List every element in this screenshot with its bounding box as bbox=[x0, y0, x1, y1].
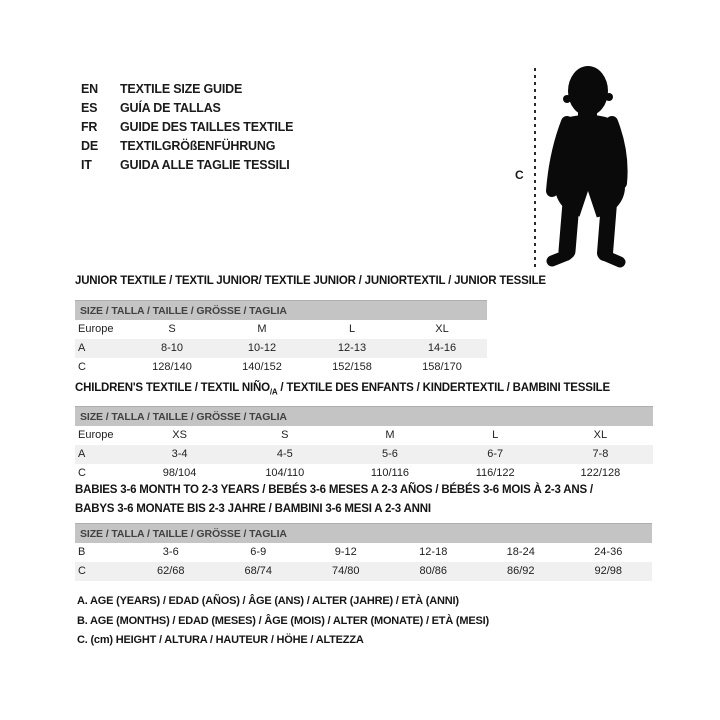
child-silhouette-icon bbox=[540, 65, 640, 270]
height-measure-line bbox=[534, 68, 536, 269]
language-row-it bbox=[81, 156, 293, 175]
row-label: B bbox=[78, 546, 86, 558]
table-cell: 104/110 bbox=[265, 467, 305, 480]
childrens-textile-section bbox=[75, 379, 653, 483]
language-label: TEXTILGRÖßENFÜHRUNG bbox=[120, 139, 276, 153]
table-row bbox=[75, 358, 487, 377]
size-header-bar: SIZE / TALLA / TAILLE / GRÖSSE / TAGLIA bbox=[75, 406, 653, 426]
measurement-legend bbox=[77, 592, 489, 651]
size-header-bar: SIZE / TALLA / TAILLE / GRÖSSE / TAGLIA bbox=[75, 300, 487, 320]
childrens-table-title bbox=[75, 379, 653, 401]
language-code: DE bbox=[81, 139, 98, 153]
table-row bbox=[75, 562, 652, 581]
junior-table-title: JUNIOR TEXTILE / TEXTIL JUNIOR/ TEXTILE JUNIOR / JUNIORTEXTIL / JUNIOR TESSILE bbox=[75, 275, 546, 287]
language-code: ES bbox=[81, 101, 98, 115]
row-label: Europe bbox=[78, 429, 114, 442]
language-row-fr bbox=[81, 118, 293, 137]
table-cell: XL bbox=[593, 429, 608, 442]
babies-textile-section bbox=[75, 481, 652, 581]
title-text: CHILDREN'S TEXTILE / TEXTIL NIÑO bbox=[75, 382, 270, 394]
table-cell: 8-10 bbox=[160, 342, 184, 354]
row-label: Europe bbox=[78, 323, 114, 335]
table-cell: 80/86 bbox=[419, 565, 448, 577]
table-cell: L bbox=[348, 323, 356, 335]
table-cell: 110/116 bbox=[370, 467, 410, 480]
language-code: EN bbox=[81, 82, 98, 96]
table-cell: 10-12 bbox=[247, 342, 277, 354]
row-label: C bbox=[78, 361, 86, 373]
title-subscript: /A bbox=[269, 387, 278, 397]
table-row bbox=[75, 445, 653, 464]
language-label: GUÍA DE TALLAS bbox=[120, 101, 221, 115]
table-cell: XS bbox=[172, 429, 187, 442]
table-cell: 74/80 bbox=[331, 565, 360, 577]
table-cell: 122/128 bbox=[580, 467, 621, 480]
table-cell: 18-24 bbox=[506, 546, 535, 558]
table-row bbox=[75, 543, 652, 562]
table-row bbox=[75, 320, 487, 339]
row-label: A bbox=[78, 342, 86, 354]
table-cell: 6-9 bbox=[250, 546, 267, 558]
legend-line-b: B. AGE (MONTHS) / EDAD (MESES) / ÂGE (MOIS) / ALTER (MONATE) / ETÀ (MESI) bbox=[77, 614, 489, 627]
table-cell: M bbox=[385, 429, 395, 442]
table-cell: 5-6 bbox=[382, 448, 398, 461]
table-cell: L bbox=[492, 429, 499, 442]
language-code: FR bbox=[81, 120, 98, 134]
table-cell: S bbox=[168, 323, 176, 335]
table-cell: 12-13 bbox=[337, 342, 367, 354]
size-header-bar: SIZE / TALLA / TAILLE / GRÖSSE / TAGLIA bbox=[75, 523, 652, 543]
title-text: / TEXTILE DES ENFANTS / KINDERTEXTIL / BAMBINI TESSILE bbox=[277, 382, 610, 394]
babies-table-title-line1: BABIES 3-6 MONTH TO 2-3 YEARS / BEBÉS 3-6 MESES A 2-3 AÑOS / BÉBÉS 3-6 MOIS À 2-3 ANS / bbox=[75, 484, 593, 496]
table-cell: S bbox=[281, 429, 289, 442]
language-label: TEXTILE SIZE GUIDE bbox=[120, 82, 243, 96]
table-cell: 6-7 bbox=[487, 448, 504, 461]
table-cell: 62/68 bbox=[156, 565, 185, 577]
table-cell: XL bbox=[435, 323, 449, 335]
height-measure-label: C bbox=[515, 168, 524, 182]
table-cell: 7-8 bbox=[592, 448, 609, 461]
junior-textile-section bbox=[75, 272, 546, 377]
language-label: GUIDA ALLE TAGLIE TESSILI bbox=[120, 158, 290, 172]
language-row-es bbox=[81, 99, 293, 118]
table-cell: 140/152 bbox=[242, 361, 282, 373]
language-row-de bbox=[81, 137, 293, 156]
table-cell: 3-6 bbox=[162, 546, 179, 558]
row-label: A bbox=[78, 448, 86, 461]
table-cell: 68/74 bbox=[244, 565, 273, 577]
table-cell: 3-4 bbox=[171, 448, 188, 461]
table-cell: 4-5 bbox=[276, 448, 293, 461]
table-cell: 128/140 bbox=[152, 361, 192, 373]
language-label: GUIDE DES TAILLES TEXTILE bbox=[120, 120, 294, 134]
table-cell: 86/92 bbox=[506, 565, 535, 577]
language-row-en bbox=[81, 80, 293, 99]
table-cell: 12-18 bbox=[419, 546, 448, 558]
row-label: C bbox=[78, 467, 86, 480]
language-code: IT bbox=[81, 158, 92, 172]
table-cell: 14-16 bbox=[427, 342, 457, 354]
table-cell: 152/158 bbox=[332, 361, 372, 373]
row-label: C bbox=[78, 565, 86, 577]
table-cell: 9-12 bbox=[334, 546, 357, 558]
table-cell: 24-36 bbox=[594, 546, 623, 558]
legend-line-a: A. AGE (YEARS) / EDAD (AÑOS) / ÂGE (ANS) / ALTER (JAHRE) / ETÀ (ANNI) bbox=[77, 595, 459, 607]
table-row bbox=[75, 339, 487, 358]
table-row bbox=[75, 426, 653, 445]
language-list bbox=[81, 80, 293, 175]
table-cell: 98/104 bbox=[162, 467, 197, 480]
table-cell: 92/98 bbox=[594, 565, 623, 577]
babies-table-title-line2: BABYS 3-6 MONATE BIS 2-3 JAHRE / BAMBINI 3-6 MESI A 2-3 ANNI bbox=[75, 503, 431, 515]
table-cell: 158/170 bbox=[422, 361, 462, 373]
table-cell: 116/122 bbox=[475, 467, 515, 480]
legend-line-c: C. (cm) HEIGHT / ALTURA / HAUTEUR / HÖHE / ALTEZZA bbox=[77, 634, 364, 646]
table-cell: M bbox=[257, 323, 267, 335]
